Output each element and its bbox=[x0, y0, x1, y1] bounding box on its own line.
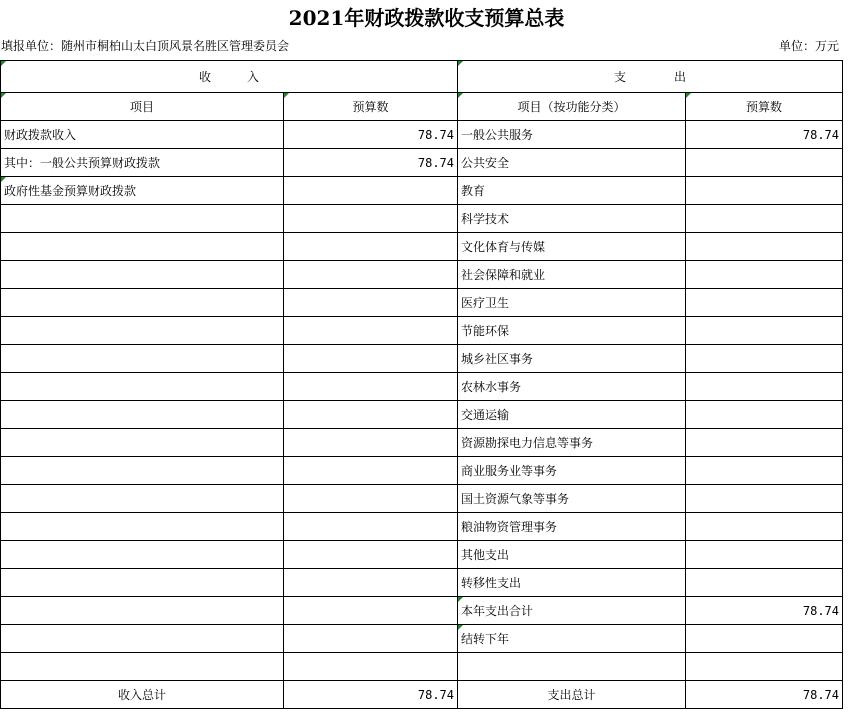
table-row bbox=[1, 457, 843, 485]
table-row bbox=[1, 121, 843, 149]
expense-item-cell[interactable]: 公共安全 bbox=[458, 149, 686, 177]
cell-marker-icon bbox=[1, 177, 6, 182]
expense-item-cell[interactable] bbox=[458, 653, 686, 681]
income-value-cell[interactable] bbox=[284, 345, 458, 373]
expense-value-cell[interactable] bbox=[686, 457, 843, 485]
reporting-unit: 填报单位：随州市桐柏山太白顶风景名胜区管理委员会 bbox=[1, 39, 290, 53]
income-item-cell[interactable] bbox=[1, 485, 284, 513]
expense-value-cell[interactable] bbox=[686, 541, 843, 569]
expense-total-label[interactable]: 支出总计 bbox=[458, 681, 686, 709]
table-row bbox=[1, 625, 843, 653]
income-value-cell[interactable] bbox=[284, 457, 458, 485]
cell-marker-icon bbox=[1, 93, 6, 98]
expense-item-cell[interactable]: 其他支出 bbox=[458, 541, 686, 569]
expense-value-cell[interactable] bbox=[686, 149, 843, 177]
expense-item-cell[interactable]: 节能环保 bbox=[458, 317, 686, 345]
income-total-label[interactable]: 收入总计 bbox=[1, 681, 284, 709]
income-item-cell[interactable] bbox=[1, 653, 284, 681]
income-value-cell[interactable] bbox=[284, 205, 458, 233]
expense-item-cell[interactable]: 科学技术 bbox=[458, 205, 686, 233]
table-row bbox=[1, 177, 843, 205]
expense-value-cell[interactable] bbox=[686, 261, 843, 289]
income-item-cell[interactable] bbox=[1, 317, 284, 345]
income-item-cell[interactable] bbox=[1, 289, 284, 317]
expense-value-cell[interactable] bbox=[686, 569, 843, 597]
expense-value-cell[interactable] bbox=[686, 233, 843, 261]
income-value-cell[interactable] bbox=[284, 429, 458, 457]
income-value-cell[interactable]: 78.74 bbox=[284, 149, 458, 177]
table-row bbox=[1, 205, 843, 233]
expense-value-cell[interactable] bbox=[686, 653, 843, 681]
income-item-cell[interactable]: 其中：一般公共预算财政拨款 bbox=[1, 149, 284, 177]
expense-value-cell[interactable] bbox=[686, 317, 843, 345]
expense-value-cell[interactable] bbox=[686, 485, 843, 513]
table-row bbox=[1, 289, 843, 317]
expense-item-cell[interactable]: 本年支出合计 bbox=[458, 597, 686, 625]
table-row bbox=[1, 233, 843, 261]
expense-item-cell[interactable]: 粮油物资管理事务 bbox=[458, 513, 686, 541]
income-value-cell[interactable] bbox=[284, 373, 458, 401]
expense-item-header[interactable]: 项目（按功能分类） bbox=[458, 93, 686, 121]
income-value-cell[interactable] bbox=[284, 177, 458, 205]
table-row bbox=[1, 345, 843, 373]
table-row bbox=[1, 653, 843, 681]
income-item-cell[interactable] bbox=[1, 205, 284, 233]
income-item-cell[interactable] bbox=[1, 457, 284, 485]
income-total-value[interactable]: 78.74 bbox=[284, 681, 458, 709]
cell-marker-icon bbox=[284, 93, 289, 98]
income-group-header[interactable]: 收 入 bbox=[1, 61, 458, 93]
income-item-cell[interactable] bbox=[1, 233, 284, 261]
table-row bbox=[1, 541, 843, 569]
income-value-cell[interactable] bbox=[284, 401, 458, 429]
income-budget-header[interactable]: 预算数 bbox=[284, 93, 458, 121]
table-row bbox=[1, 317, 843, 345]
expense-value-cell[interactable]: 78.74 bbox=[686, 121, 843, 149]
expense-value-cell[interactable] bbox=[686, 429, 843, 457]
income-value-cell[interactable] bbox=[284, 485, 458, 513]
expense-item-cell[interactable]: 资源勘探电力信息等事务 bbox=[458, 429, 686, 457]
totals-row bbox=[1, 681, 843, 709]
table-row bbox=[1, 429, 843, 457]
budget-table bbox=[0, 60, 843, 709]
table-row bbox=[1, 261, 843, 289]
expense-budget-header[interactable]: 预算数 bbox=[686, 93, 843, 121]
expense-item-cell[interactable]: 城乡社区事务 bbox=[458, 345, 686, 373]
income-value-cell[interactable] bbox=[284, 261, 458, 289]
expense-item-cell[interactable]: 医疗卫生 bbox=[458, 289, 686, 317]
income-value-cell[interactable]: 78.74 bbox=[284, 121, 458, 149]
income-value-cell[interactable] bbox=[284, 569, 458, 597]
income-item-cell[interactable] bbox=[1, 345, 284, 373]
expense-group-header[interactable]: 支 出 bbox=[458, 61, 843, 93]
expense-item-cell[interactable]: 教育 bbox=[458, 177, 686, 205]
expense-value-cell[interactable] bbox=[686, 513, 843, 541]
income-item-cell[interactable] bbox=[1, 401, 284, 429]
expense-item-cell[interactable]: 国土资源气象等事务 bbox=[458, 485, 686, 513]
expense-value-cell[interactable] bbox=[686, 289, 843, 317]
table-row bbox=[1, 513, 843, 541]
income-item-cell[interactable]: 财政拨款收入 bbox=[1, 121, 284, 149]
income-item-cell[interactable]: 政府性基金预算财政拨款 bbox=[1, 177, 284, 205]
income-value-cell[interactable] bbox=[284, 625, 458, 653]
table-row bbox=[1, 401, 843, 429]
income-item-cell[interactable] bbox=[1, 373, 284, 401]
currency-unit: 单位：万元 bbox=[778, 39, 839, 53]
income-value-cell[interactable] bbox=[284, 317, 458, 345]
income-item-cell[interactable] bbox=[1, 597, 284, 625]
expense-value-cell[interactable] bbox=[686, 625, 843, 653]
expense-value-cell[interactable] bbox=[686, 345, 843, 373]
cell-marker-icon bbox=[458, 93, 463, 98]
income-item-cell[interactable] bbox=[1, 513, 284, 541]
income-item-cell[interactable] bbox=[1, 625, 284, 653]
expense-item-cell[interactable]: 结转下年 bbox=[458, 625, 686, 653]
income-value-cell[interactable] bbox=[284, 653, 458, 681]
header-row-groups bbox=[1, 61, 843, 93]
income-item-cell[interactable] bbox=[1, 541, 284, 569]
expense-item-cell[interactable]: 交通运输 bbox=[458, 401, 686, 429]
expense-total-value[interactable]: 78.74 bbox=[686, 681, 843, 709]
expense-value-cell[interactable] bbox=[686, 373, 843, 401]
income-item-cell[interactable] bbox=[1, 429, 284, 457]
expense-item-cell[interactable]: 一般公共服务 bbox=[458, 121, 686, 149]
header-row-columns bbox=[1, 93, 843, 121]
income-value-cell[interactable] bbox=[284, 541, 458, 569]
income-value-cell[interactable] bbox=[284, 233, 458, 261]
expense-item-cell[interactable]: 文化体育与传媒 bbox=[458, 233, 686, 261]
expense-value-cell[interactable] bbox=[686, 177, 843, 205]
cell-marker-icon bbox=[1, 61, 6, 66]
expense-item-cell[interactable]: 商业服务业等事务 bbox=[458, 457, 686, 485]
expense-item-cell[interactable]: 社会保障和就业 bbox=[458, 261, 686, 289]
expense-item-cell[interactable]: 农林水事务 bbox=[458, 373, 686, 401]
income-item-cell[interactable] bbox=[1, 261, 284, 289]
cell-marker-icon bbox=[458, 61, 463, 66]
expense-value-cell[interactable] bbox=[686, 205, 843, 233]
cell-marker-icon bbox=[686, 93, 691, 98]
table-row bbox=[1, 373, 843, 401]
income-value-cell[interactable] bbox=[284, 289, 458, 317]
income-item-header[interactable]: 项目 bbox=[1, 93, 284, 121]
income-value-cell[interactable] bbox=[284, 513, 458, 541]
table-row bbox=[1, 597, 843, 625]
report-title: 2021年财政拨款收支预算总表 bbox=[288, 6, 565, 30]
table-row bbox=[1, 149, 843, 177]
income-item-cell[interactable] bbox=[1, 569, 284, 597]
table-row bbox=[1, 569, 843, 597]
income-value-cell[interactable] bbox=[284, 597, 458, 625]
cell-marker-icon bbox=[458, 597, 463, 602]
cell-marker-icon bbox=[458, 625, 463, 630]
table-row bbox=[1, 485, 843, 513]
expense-item-cell[interactable]: 转移性支出 bbox=[458, 569, 686, 597]
expense-value-cell[interactable]: 78.74 bbox=[686, 597, 843, 625]
expense-value-cell[interactable] bbox=[686, 401, 843, 429]
